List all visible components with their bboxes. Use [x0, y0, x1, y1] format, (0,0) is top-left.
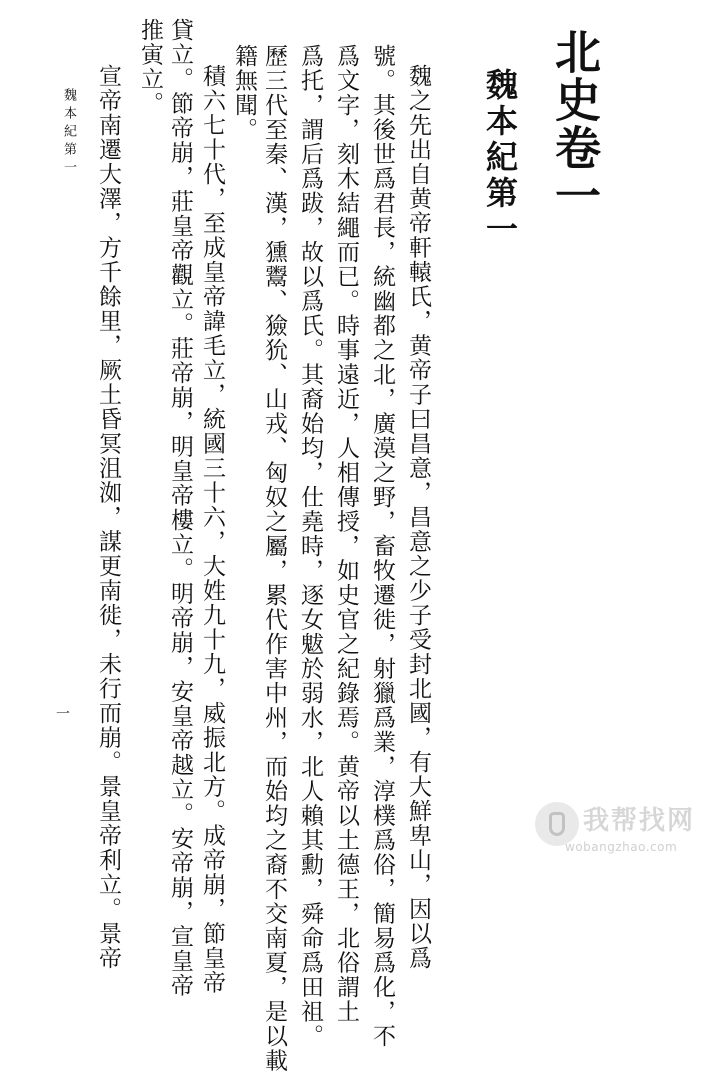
watermark-text: 我帮找网 — [583, 806, 696, 836]
text-column-5: 歷三代至秦、漢，獯鬻、獫狁、山戎、匈奴之屬，累代作害中州，而始均之裔不交南夏，是以載 — [261, 44, 287, 1073]
text-column-1: 魏之先出自黄帝軒轅氏，黄帝子曰昌意，昌意之少子受封北國，有大鮮卑山，因以爲 — [405, 64, 431, 971]
watermark — [535, 796, 705, 862]
watermark-url: wobangzhao.com — [565, 840, 678, 854]
chapter-title: 魏本紀第一 — [481, 68, 519, 248]
text-column-3: 爲文字，刻木結繩而已。時事遠近，人相傳授，如史官之紀錄焉。黄帝以土德王，北俗謂土 — [333, 44, 359, 1024]
page-number: 一 — [54, 706, 70, 720]
running-head: 魏本紀第一 — [61, 88, 76, 178]
text-column-6: 籍無聞。 — [231, 44, 257, 142]
text-column-4: 爲托，謂后爲跋，故以爲氏。其裔始均，仕堯時，逐女魃於弱水，北人賴其勳，舜命爲田祖。 — [297, 44, 323, 1049]
text-column-10: 宣帝南遷大澤，方千餘里，厥土昏冥沮洳，謀更南徙，未行而崩。景皇帝利立。景帝 — [95, 64, 121, 971]
text-column-9: 推寅立。 — [137, 18, 163, 116]
volume-title: 北史卷一 — [548, 28, 602, 220]
text-column-7: 積六七十代，至成皇帝諱毛立，統國三十六，大姓九十九，威振北方。成帝崩，節皇帝 — [199, 64, 225, 995]
text-column-8: 貸立。節帝崩，莊皇帝觀立。莊帝崩，明皇帝樓立。明帝崩，安皇帝越立。安帝崩，宣皇帝 — [167, 18, 193, 998]
text-column-2: 號。其後世爲君長，統幽都之北，廣漠之野，畜牧遷徙，射獵爲業，淳樸爲俗，簡易爲化，不 — [369, 44, 395, 1049]
